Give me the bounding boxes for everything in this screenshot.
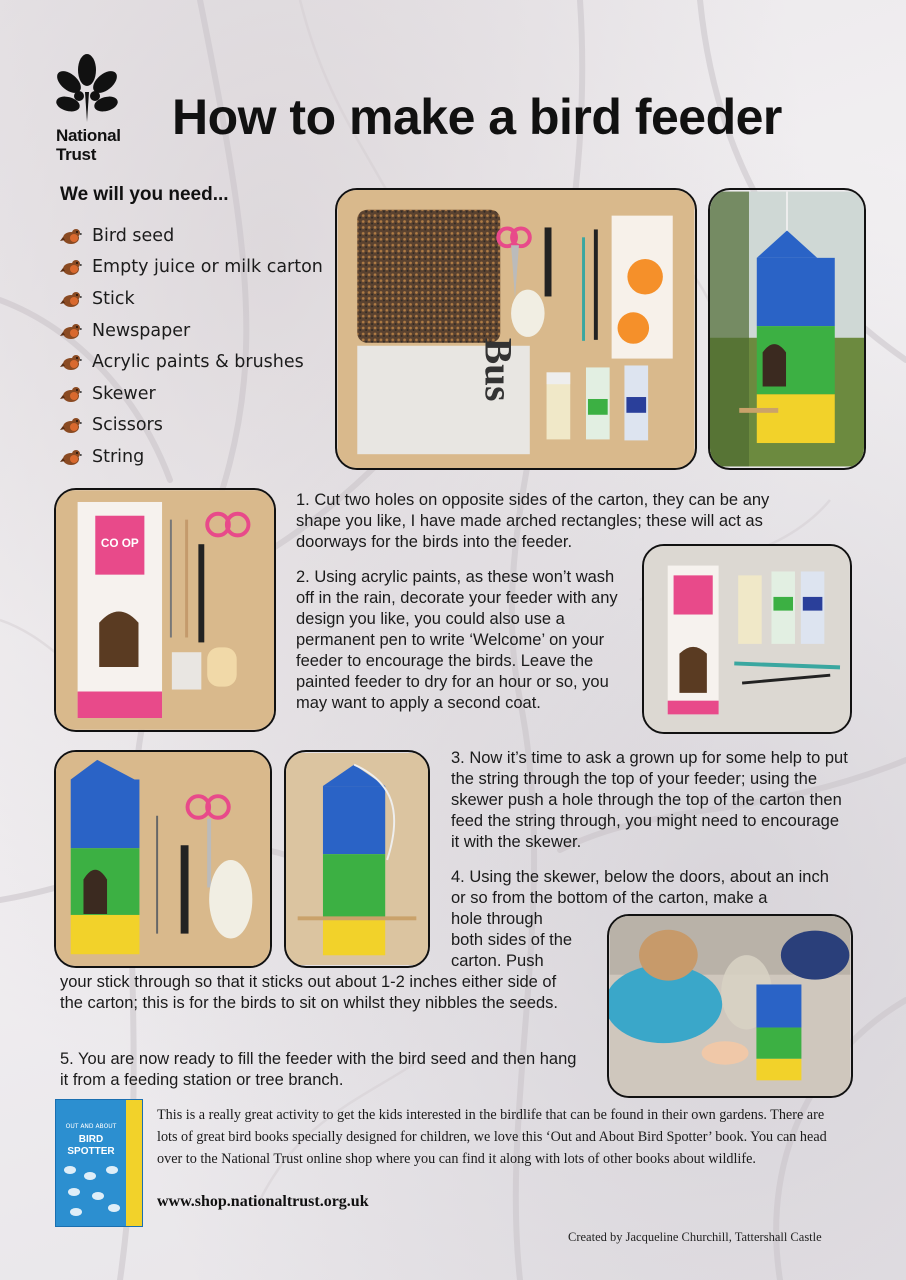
book-title-2: SPOTTER bbox=[67, 1146, 115, 1157]
step-4-line-5: your stick through so that it sticks out about 1-2 inches either side of the carton; this is for the birds to sit on whilst they nibbles the seeds. bbox=[60, 973, 559, 1012]
needs-list-item bbox=[60, 378, 323, 410]
shop-url-link[interactable]: www.shop.nationaltrust.org.uk bbox=[157, 1193, 369, 1210]
page-title: How to make a bird feeder bbox=[172, 89, 782, 145]
robin-icon bbox=[60, 448, 82, 466]
needs-item-label: String bbox=[92, 446, 145, 467]
robin-icon bbox=[60, 385, 82, 403]
author-credit: Created by Jacqueline Churchill, Tattershall Castle bbox=[568, 1230, 822, 1244]
needs-list-item bbox=[60, 283, 323, 315]
needs-list-item bbox=[60, 410, 323, 442]
finished-feeder-photo bbox=[708, 188, 866, 470]
needs-list-item bbox=[60, 315, 323, 347]
step-4-line-4: carton. Push bbox=[451, 952, 544, 970]
needs-heading: We will you need... bbox=[60, 184, 229, 205]
needs-item-label: Empty juice or milk carton bbox=[92, 257, 323, 278]
robin-icon bbox=[60, 290, 82, 308]
needs-list-item bbox=[60, 220, 323, 252]
needs-list-item bbox=[60, 252, 323, 284]
logo-wordmark bbox=[56, 126, 121, 164]
carton-cutout-photo bbox=[54, 488, 276, 732]
needs-item-label: Scissors bbox=[92, 415, 163, 436]
robin-icon bbox=[60, 353, 82, 371]
needs-item-label: Skewer bbox=[92, 383, 156, 404]
oak-leaf-icon bbox=[52, 52, 122, 124]
coop-logo-text: CO OP bbox=[100, 537, 139, 551]
painted-carton-photo bbox=[54, 750, 272, 968]
needs-item-label: Stick bbox=[92, 288, 135, 309]
needs-item-label: Bird seed bbox=[92, 225, 175, 246]
book-title-1: BIRD bbox=[78, 1134, 104, 1145]
feeder-with-string-photo bbox=[284, 750, 430, 968]
bird-spotter-book-cover bbox=[55, 1099, 143, 1227]
logo-line-1: National bbox=[56, 126, 121, 145]
step-4-line-3: both sides of the bbox=[451, 931, 573, 949]
step-3-text: 3. Now it’s time to ask a grown up for some help to put the string through the top of your feeder; using the skewer push a hole through the top of the carton then feed the string through, you might need to encourage it with the skewer. bbox=[451, 749, 848, 851]
svg-text:Bus: Bus bbox=[476, 337, 521, 402]
supplies-photo bbox=[335, 188, 697, 470]
book-recommendation-text: This is a really great activity to get the kids interested in the birdlife that can be found in their own gardens. There are lots of great bird books specially designed for children, we love this ‘Out and About Bird Spotter’ book. You can head over to the National Trust online shop where you can find it along with lots of other books about wildlife. bbox=[157, 1107, 827, 1167]
robin-icon bbox=[60, 416, 82, 434]
step-1-text: 1. Cut two holes on opposite sides of the carton, they can be any shape you like, I have made arched rectangles; these will act as doorways for the birds into the feeder. bbox=[296, 491, 770, 551]
needs-list-item bbox=[60, 346, 323, 378]
book-small-text: OUT AND ABOUT bbox=[65, 1123, 117, 1130]
kids-filling-feeder-photo bbox=[607, 914, 853, 1098]
robin-icon bbox=[60, 258, 82, 276]
robin-icon bbox=[60, 227, 82, 245]
step-2-text: 2. Using acrylic paints, as these won’t wash off in the rain, decorate your feeder with any design you like, you could also use a permanent pen to write ‘Welcome’ on your feeder to encourage the birds. Leave the painted feeder to dry for an hour or so, you may want to apply a second coat. bbox=[296, 568, 618, 712]
logo-line-2: Trust bbox=[56, 145, 97, 164]
national-trust-logo bbox=[52, 52, 132, 167]
needs-item-label: Acrylic paints & brushes bbox=[92, 352, 304, 373]
painting-supplies-photo bbox=[642, 544, 852, 734]
needs-list-item bbox=[60, 441, 323, 473]
step-5-text: 5. You are now ready to fill the feeder with the bird seed and then hang it from a feeding station or tree branch. bbox=[60, 1050, 577, 1089]
needs-item-label: Newspaper bbox=[92, 320, 191, 341]
needs-list bbox=[60, 220, 323, 473]
step-4-line-2: hole through bbox=[451, 910, 543, 928]
step-4-line-1: 4. Using the skewer, below the doors, about an inch or so from the bottom of the carton, make a bbox=[451, 868, 829, 907]
robin-icon bbox=[60, 322, 82, 340]
